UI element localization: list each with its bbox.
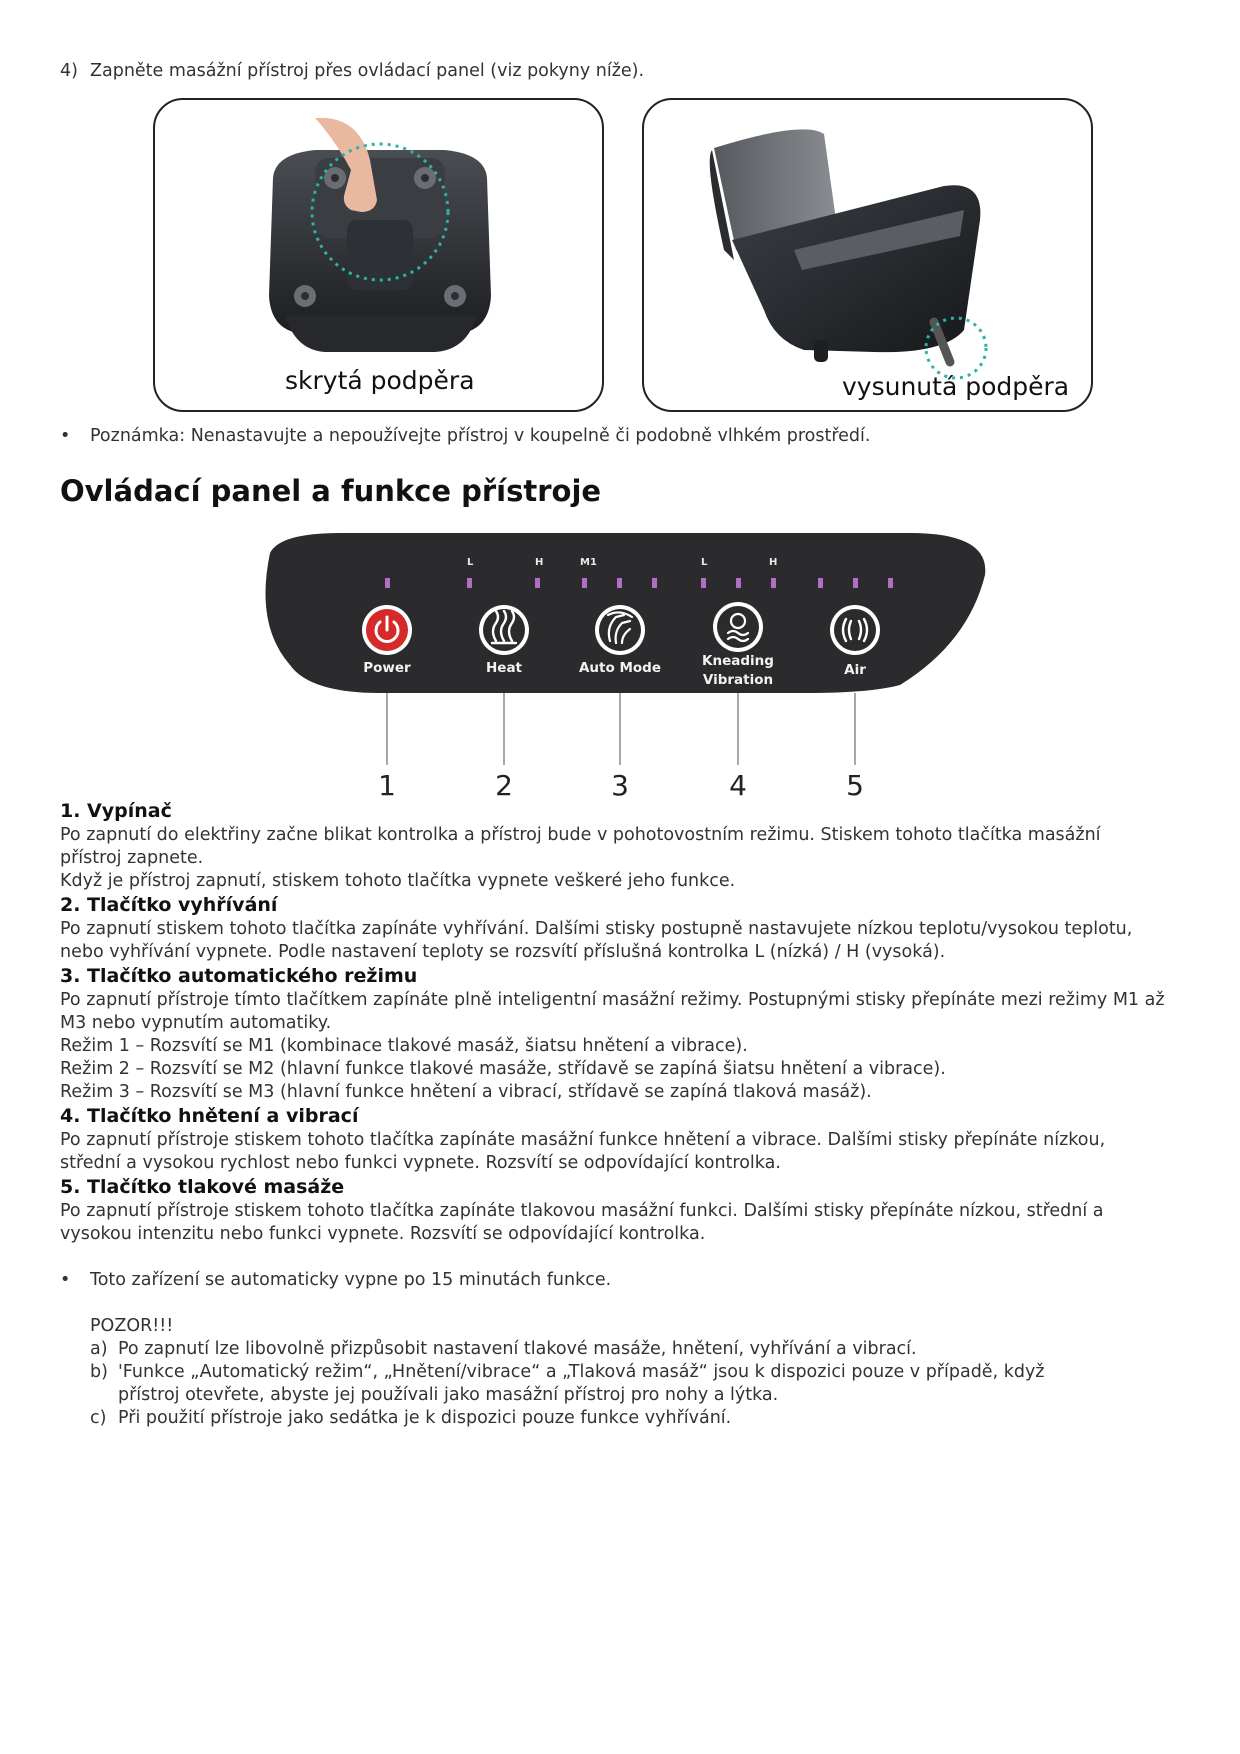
section-2-title: 2. Tlačítko vyhřívání — [60, 894, 278, 916]
section-4-line-2: střední a vysokou rychlost nebo funkci vypnete. Rozsvítí se odpovídající kontrolka. — [60, 1153, 781, 1173]
section-3-title: 3. Tlačítko automatického režimu — [60, 965, 418, 987]
warning-item-b-line-2: přístroj otevřete, abyste jej používali jako masážní přístroj pro nohy a lýtka. — [118, 1385, 779, 1405]
label-auto-m1: M1 — [580, 557, 597, 568]
right-caption: vysunutá podpěra — [842, 372, 1070, 401]
indicator-power — [385, 578, 390, 588]
control-panel-diagram — [250, 525, 1000, 805]
indicator-heat-high — [535, 578, 540, 588]
photo-hidden-support — [153, 98, 604, 412]
section-1-line-3: Když je přístroj zapnutí, stiskem tohoto tlačítka vypnete veškeré jeho funkce. — [60, 871, 736, 891]
auto-mode-label: Auto Mode — [578, 660, 662, 676]
kneading-label: Kneading — [702, 653, 774, 669]
power-label: Power — [363, 660, 411, 676]
auto-off-bullet: • — [60, 1270, 71, 1290]
indicator-knead-high — [771, 578, 776, 588]
indicator-air-low — [818, 578, 823, 588]
section-3-line-4: Režim 2 – Rozsvítí se M2 (hlavní funkce tlakové masáže, střídavě se zapíná šiatsu hnětení a vibrace). — [60, 1059, 946, 1079]
air-label: Air — [844, 662, 866, 678]
section-5-line-1: Po zapnutí přístroje stiskem tohoto tlačítka zapínáte tlakovou masážní funkci. Dalšími stisky přepínáte nízkou, střední a — [60, 1201, 1104, 1221]
callout-4: 4 — [729, 769, 747, 802]
label-heat-low: L — [467, 557, 474, 568]
callout-2: 2 — [495, 769, 513, 802]
massager-bottom-illustration — [155, 100, 602, 410]
section-4-line-1: Po zapnutí přístroje stiskem tohoto tlačítka zapínáte masážní funkce hnětení a vibrace. Dalšími stisky přepínáte nízkou, — [60, 1130, 1106, 1150]
indicator-heat-low — [467, 578, 472, 588]
indicator-air-mid — [853, 578, 858, 588]
power-button[interactable] — [362, 605, 412, 655]
note-text: Poznámka: Nenastavujte a nepoužívejte přístroj v koupelně či podobně vlhkém prostředí. — [90, 426, 871, 446]
warning-item-c: Při použití přístroje jako sedátka je k dispozici pouze funkce vyhřívání. — [118, 1408, 732, 1428]
section-3-line-2: M3 nebo vypnutím automatiky. — [60, 1013, 332, 1033]
photo-extended-support — [642, 98, 1093, 412]
kneading-vibration-button[interactable] — [713, 602, 763, 652]
warning-item-a: Po zapnutí lze libovolně přizpůsobit nastavení tlakové masáže, hnětení, vyhřívání a vibrací. — [118, 1339, 917, 1359]
vibration-label: Vibration — [702, 672, 774, 688]
note-bullet: • — [60, 426, 71, 446]
indicator-auto-m1 — [582, 578, 587, 588]
section-1-line-2: přístroj zapnete. — [60, 848, 204, 868]
section-4-title: 4. Tlačítko hnětení a vibrací — [60, 1105, 359, 1127]
heat-label: Heat — [485, 660, 523, 676]
callout-1: 1 — [378, 769, 396, 802]
section-3-line-5: Režim 3 – Rozsvítí se M3 (hlavní funkce hnětení a vibrací, střídavě se zapíná tlaková masáž). — [60, 1082, 872, 1102]
massager-open-illustration — [644, 100, 1091, 410]
intro-step — [60, 60, 644, 83]
section-5-line-2: vysokou intenzitu nebo funkci vypnete. Rozsvítí se odpovídající kontrolka. — [60, 1224, 706, 1244]
indicator-air-high — [888, 578, 893, 588]
warning-item-b-line-1: 'Funkce „Automatický režim“, „Hnětení/vibrace“ a „Tlaková masáž“ jsou k dispozici pouze v případě, když — [118, 1362, 1045, 1382]
indicator-auto-m3 — [652, 578, 657, 588]
label-heat-high: H — [535, 557, 544, 568]
section-3-line-1: Po zapnutí přístroje tímto tlačítkem zapínáte plně inteligentní masážní režimy. Postupnými stisky přepínáte mezi režimy M1 až — [60, 990, 1165, 1010]
section-3-line-3: Režim 1 – Rozsvítí se M1 (kombinace tlakové masáž, šiatsu hnětení a vibrace). — [60, 1036, 748, 1056]
section-1-title: 1. Vypínač — [60, 800, 172, 822]
intro-number: 4) — [60, 61, 78, 81]
auto-mode-button[interactable] — [595, 605, 645, 655]
section-1-line-1: Po zapnutí do elektřiny začne blikat kontrolka a přístroj bude v pohotovostním režimu. Stiskem tohoto tlačítka masážní — [60, 825, 1101, 845]
warning-title: POZOR!!! — [90, 1316, 174, 1336]
callout-3: 3 — [611, 769, 629, 802]
callout-5: 5 — [846, 769, 864, 802]
intro-text: Zapněte masážní přístroj přes ovládací panel (viz pokyny níže). — [90, 61, 645, 81]
warning-marker-a: a) — [90, 1339, 108, 1359]
indicator-knead-mid — [736, 578, 741, 588]
left-caption: skrytá podpěra — [285, 366, 475, 395]
section-2-line-2: nebo vyhřívání vypnete. Podle nastavení teploty se rozsvítí příslušná kontrolka L (nízká) / H (vysoká). — [60, 942, 946, 962]
warning-marker-c: c) — [90, 1408, 107, 1428]
section-2-line-1: Po zapnutí stiskem tohoto tlačítka zapínáte vyhřívání. Dalšími stisky postupně nastavujete nízkou teplotu/vysokou teplotu, — [60, 919, 1133, 939]
auto-off-note — [60, 1269, 611, 1292]
label-knead-low: L — [701, 557, 708, 568]
air-button[interactable] — [830, 605, 880, 655]
indicator-knead-low — [701, 578, 706, 588]
warning-marker-b: b) — [90, 1362, 108, 1382]
section-5-title: 5. Tlačítko tlakové masáže — [60, 1176, 345, 1198]
auto-off-text: Toto zařízení se automaticky vypne po 15 minutách funkce. — [90, 1270, 612, 1290]
indicator-auto-m2 — [617, 578, 622, 588]
note — [60, 425, 870, 448]
heat-button[interactable] — [479, 605, 529, 655]
section-heading: Ovládací panel a funkce přístroje — [60, 474, 602, 508]
label-knead-high: H — [769, 557, 778, 568]
